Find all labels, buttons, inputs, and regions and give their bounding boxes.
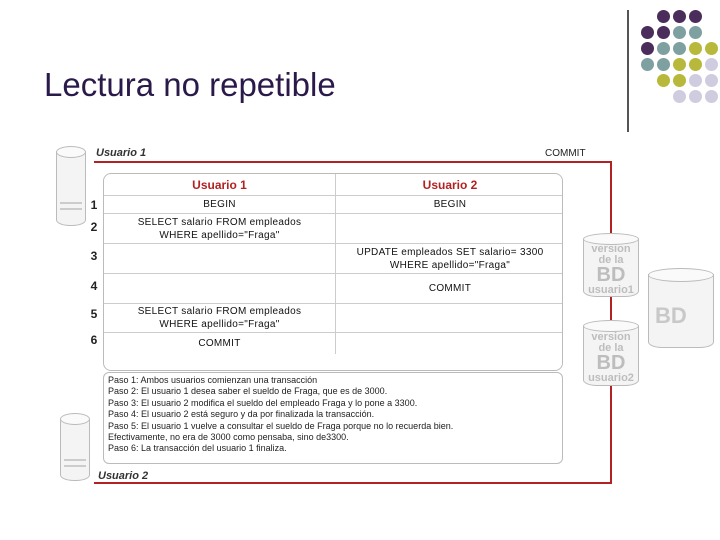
version-text: version	[591, 243, 631, 255]
version-db1-label	[583, 244, 639, 296]
version-text: version	[591, 331, 631, 343]
header-user2: Usuario 2	[335, 174, 563, 195]
table-row	[104, 303, 562, 332]
decorative-dot	[657, 26, 670, 39]
note-line: Efectivamente, no era de 3000 como pensaba, sino de3300.	[108, 432, 349, 443]
table-header	[104, 174, 562, 195]
decorative-dot	[673, 10, 686, 23]
cell-user1: SELECT salario FROM empleados WHERE apellido="Fraga"	[137, 216, 302, 241]
step-number: 3	[90, 249, 98, 263]
decorative-dot	[689, 74, 702, 87]
header-user1: Usuario 1	[192, 177, 247, 192]
user2-flow-line	[94, 482, 612, 484]
cell-user1	[104, 244, 335, 273]
decorative-dot	[641, 42, 654, 55]
decorative-dot	[689, 90, 702, 103]
decorative-dot	[641, 58, 654, 71]
decorative-dots	[641, 10, 720, 120]
step-number: 6	[90, 333, 98, 347]
version-db2-label	[583, 332, 639, 384]
user1-flow-line	[94, 161, 612, 163]
decorative-dot	[673, 90, 686, 103]
cell-user2	[335, 214, 563, 243]
decorative-dot	[673, 26, 686, 39]
decorative-dot	[689, 58, 702, 71]
note-line: Paso 5: El usuario 1 vuelve a consultar el sueldo de Fraga porque no lo recuerda bien.	[108, 420, 454, 431]
user1-label: Usuario 1	[96, 147, 147, 159]
decorative-dot	[689, 42, 702, 55]
table-row	[104, 243, 562, 273]
steps-notes	[103, 372, 563, 464]
decorative-dot	[657, 58, 670, 71]
decorative-dot	[689, 10, 702, 23]
user2-label: Usuario 2	[98, 470, 149, 482]
cell-user1: SELECT salario FROM empleados WHERE apellido="Fraga"	[137, 306, 302, 330]
cell-user2: UPDATE empleados SET salario= 3300 WHERE apellido="Fraga"	[335, 244, 563, 273]
slide-title: Lectura no repetible	[44, 66, 336, 103]
cell-user2	[335, 304, 563, 332]
table-row	[104, 332, 562, 354]
note-line: Paso 1: Ambos usuarios comienzan una transacción	[108, 375, 318, 385]
decorative-dot	[657, 74, 670, 87]
transaction-table	[103, 173, 563, 371]
step-number: 2	[90, 220, 98, 234]
version-user-text: usuario1	[588, 284, 634, 296]
decorative-dot	[657, 10, 670, 23]
version-user-text: usuario2	[588, 372, 634, 384]
cell-user1: COMMIT	[198, 338, 241, 349]
decorative-dot	[673, 42, 686, 55]
title-divider	[627, 10, 629, 132]
cell-user2: BEGIN	[335, 196, 563, 213]
step-number: 4	[90, 279, 98, 293]
cell-user1: BEGIN	[203, 199, 236, 210]
user1-cylinder-icon	[56, 146, 86, 226]
note-line: Paso 6: La transacción del usuario 1 finaliza.	[108, 443, 287, 454]
decorative-dot	[641, 26, 654, 39]
table-row	[104, 195, 562, 213]
decorative-dot	[705, 58, 718, 71]
note-line: Paso 3: El usuario 2 modifica el sueldo del empleado Fraga y lo pone a 3300.	[108, 397, 418, 408]
de-la-text: de la	[598, 254, 624, 266]
de-la-text: de la	[598, 342, 624, 354]
bd-text: BD	[596, 352, 626, 374]
note-line: Paso 4: El usuario 2 está seguro y da por finalizada la transacción.	[108, 409, 375, 420]
decorative-dot	[705, 74, 718, 87]
note-line: Paso 2: El usuario 1 desea saber el sueldo de Fraga, que es de 3000.	[108, 386, 388, 397]
main-db-label: BD	[655, 303, 687, 328]
table-row	[104, 213, 562, 243]
user2-cylinder-icon	[60, 413, 90, 481]
decorative-dot	[673, 58, 686, 71]
cell-user2: COMMIT	[335, 274, 563, 303]
decorative-dot	[689, 26, 702, 39]
step-number: 5	[90, 307, 98, 321]
decorative-dot	[705, 90, 718, 103]
step-number: 1	[90, 198, 98, 212]
cell-user1	[104, 274, 335, 303]
decorative-dot	[705, 42, 718, 55]
bd-text: BD	[596, 264, 626, 286]
cell-user2	[335, 333, 563, 354]
decorative-dot	[673, 74, 686, 87]
decorative-dot	[657, 42, 670, 55]
commit-label: COMMIT	[545, 148, 586, 159]
table-row	[104, 273, 562, 303]
